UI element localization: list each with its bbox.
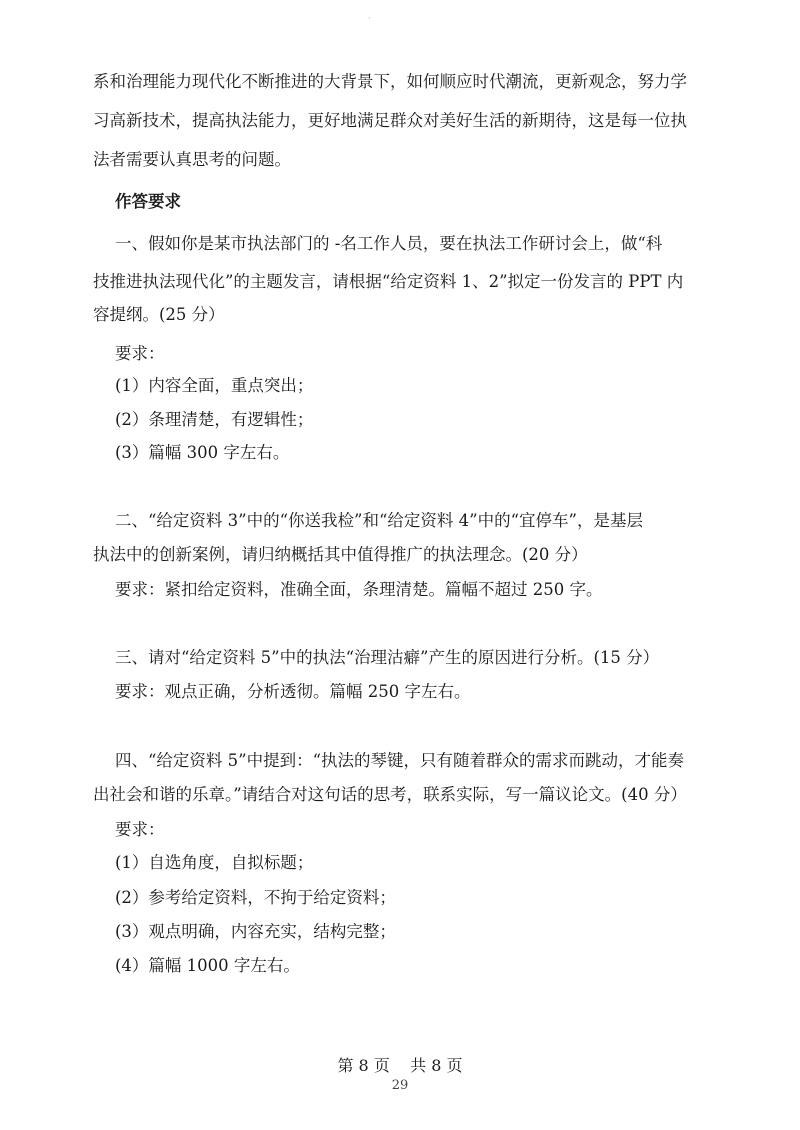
page-indicator: 第 8 页 共 8 页 (337, 1056, 463, 1075)
q3-line-1: 三、请对“给定资料 5”中的执法“治理沽癖”产生的原因进行分析。(15 分） (115, 648, 660, 667)
q4-line-2: 出社会和谐的乐章。”请结合对这句话的思考，联系实际，写一篇议论文。(40 分） (93, 785, 687, 804)
q4-requirements-label: 要求： (115, 820, 165, 839)
q4-requirement-2: (2）参考给定资料，不拘于给定资料； (115, 888, 396, 907)
q4-requirement-4: (4）篇幅 1000 字左右。 (115, 956, 300, 975)
top-dot-mark: · (368, 14, 371, 23)
q1-requirement-3: (3）篇幅 300 字左右。 (115, 443, 290, 462)
q1-requirement-1: (1）内容全面，重点突出； (115, 376, 314, 395)
intro-line-1: 系和治理能力现代化不断推进的大背景下，如何顺应时代潮流，更新观念，努力学 (93, 72, 687, 91)
intro-line-2: 习高新技术，提高执法能力，更好地满足群众对美好生活的新期待，这是每一位执 (93, 111, 687, 130)
q1-line-1: 一、假如你是某市执法部门的 -名工作人员，要在执法工作研讨会上，做“科 (115, 234, 663, 253)
q1-line-3: 容提纲。(25 分） (93, 305, 225, 324)
section-heading: 作答要求 (115, 192, 181, 211)
q4-requirement-3: (3）观点明确，内容充实，结构完整； (115, 922, 396, 941)
q2-requirement: 要求：紧扣给定资料，准确全面，条理清楚。篇幅不超过 250 字。 (115, 580, 603, 599)
q4-requirement-1: (1）自选角度，自拟标题； (115, 853, 314, 872)
q1-requirements-label: 要求： (115, 344, 165, 363)
q2-line-2: 执法中的创新案例，请归纳概括其中值得推广的执法理念。(20 分） (93, 545, 588, 564)
q1-requirement-2: (2）条理清楚，有逻辑性； (115, 410, 314, 429)
intro-line-3: 法者需要认真思考的问题。 (93, 150, 291, 169)
page-number: 29 (391, 1078, 409, 1093)
q1-line-2: 技推进执法现代化”的主题发言，请根据“给定资料 1、2”拟定一份发言的 PPT 内 (93, 272, 684, 291)
q3-requirement: 要求：观点正确，分析透彻。篇幅 250 字左右。 (115, 682, 471, 701)
q4-line-1: 四、“给定资料 5”中提到：“执法的琴键，只有随着群众的需求而跳动，才能奏 (115, 751, 685, 770)
q2-line-1: 二、“给定资料 3”中的“你送我检”和“给定资料 4”中的“宜停车”，是基层 (115, 511, 643, 530)
